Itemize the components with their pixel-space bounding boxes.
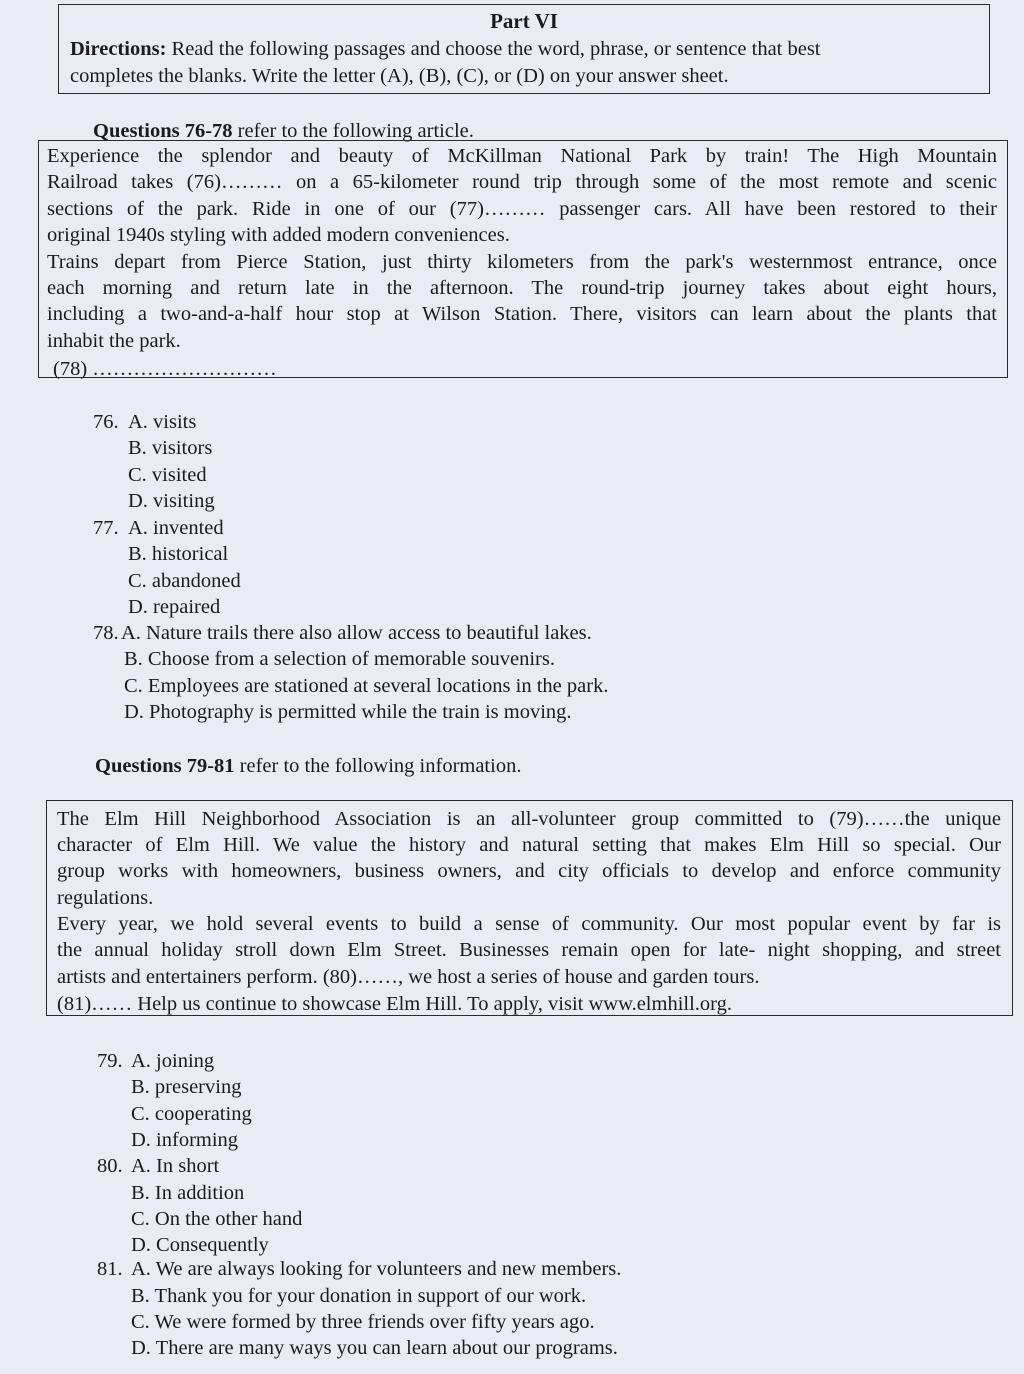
answer-option: C. cooperating (131, 1103, 252, 1125)
answer-option: C. abandoned (128, 570, 241, 592)
answer-option: B. In addition (131, 1182, 245, 1204)
answer-option: A. In short (131, 1155, 220, 1177)
directions-text-1: Read the following passages and choose the word, phrase, or sentence that best (171, 38, 821, 60)
answer-option: B. preserving (131, 1076, 242, 1098)
answer-option: B. Choose from a selection of memorable souvenirs. (124, 648, 555, 670)
directions-label: Directions: (70, 38, 167, 60)
passage-line: sections of the park. Ride in one of our (77)……… passenger cars. All have been restored to their (47, 198, 997, 220)
passage-line: regulations. (57, 887, 154, 909)
intro-bold: Questions 79-81 (95, 755, 235, 777)
question-number: 80. (97, 1155, 123, 1177)
passage-line: each morning and return late in the afternoon. The round-trip journey takes about eight hours, (47, 277, 997, 299)
answer-option: B. visitors (128, 437, 213, 459)
directions-line-1 (70, 36, 915, 62)
passage-line: original 1940s styling with added modern conveniences. (47, 224, 510, 246)
answer-option: D. visiting (128, 490, 215, 512)
passage-line: artists and entertainers perform. (80)……, we host a series of house and garden tours. (57, 966, 760, 988)
answer-option: D. Photography is permitted while the train is moving. (124, 701, 572, 723)
answer-option: C. We were formed by three friends over fifty years ago. (131, 1311, 595, 1333)
answer-option: B. Thank you for your donation in support of our work. (131, 1285, 587, 1307)
passage-line-blank-78: (78) ……………………… (53, 358, 277, 380)
passage-line: Every year, we hold several events to build a sense of community. Our most popular event by far is (57, 913, 1001, 935)
question-number: 81. (97, 1258, 123, 1280)
answer-option: D. repaired (128, 596, 221, 618)
answer-option: A. invented (128, 517, 224, 539)
answer-option: D. informing (131, 1129, 239, 1151)
answer-option: B. historical (128, 543, 229, 565)
passage-line: including a two-and-a-half hour stop at Wilson Station. There, visitors can learn about the plants that (47, 303, 997, 325)
passage-line: Experience the splendor and beauty of McKillman National Park by train! The High Mountain (47, 145, 997, 167)
question-number: 79. (97, 1050, 123, 1072)
intro-rest: refer to the following article. (232, 120, 474, 142)
intro-bold: Questions 76-78 (93, 120, 233, 142)
passage-line: Railroad takes (76)……… on a 65-kilometer round trip through some of the most remote and scenic (47, 171, 997, 193)
answer-option: D. There are many ways you can learn about our programs. (131, 1337, 618, 1359)
intro-rest: refer to the following information. (234, 755, 522, 777)
answer-option: A. We are always looking for volunteers and new members. (131, 1258, 622, 1280)
answer-option: D. Consequently (131, 1234, 269, 1256)
passage-line: Trains depart from Pierce Station, just thirty kilometers from the park's westernmost entrance, once (47, 251, 997, 273)
question-number: 76. (93, 411, 119, 433)
passage-line-blank-81: (81)…… Help us continue to showcase Elm Hill. To apply, visit www.elmhill.org. (57, 993, 732, 1015)
answer-option: A. visits (128, 411, 197, 433)
question-number: 77. (93, 517, 119, 539)
directions-line-2: completes the blanks. Write the letter (A), (B), (C), or (D) on your answer sheet. (70, 65, 729, 87)
passage-line: The Elm Hill Neighborhood Association is an all-volunteer group committed to (79)……the unique (57, 808, 1001, 830)
part-title: Part VI (490, 9, 558, 33)
questions-79-81-intro (95, 753, 521, 779)
answer-option: C. visited (128, 464, 207, 486)
passage-line: inhabit the park. (47, 330, 181, 352)
answer-option: A. joining (131, 1050, 215, 1072)
answer-option: A. Nature trails there also allow access to beautiful lakes. (121, 622, 592, 644)
passage-line: group works with homeowners, business owners, and city officials to develop and enforce community (57, 860, 1001, 882)
passage-line: character of Elm Hill. We value the history and natural setting that makes Elm Hill so special. Our (57, 834, 1001, 856)
answer-option: C. Employees are stationed at several locations in the park. (124, 675, 609, 697)
answer-option: C. On the other hand (131, 1208, 303, 1230)
passage-line: the annual holiday stroll down Elm Street. Businesses remain open for late- night shopping, and street (57, 939, 1001, 961)
question-number: 78. (93, 622, 119, 644)
